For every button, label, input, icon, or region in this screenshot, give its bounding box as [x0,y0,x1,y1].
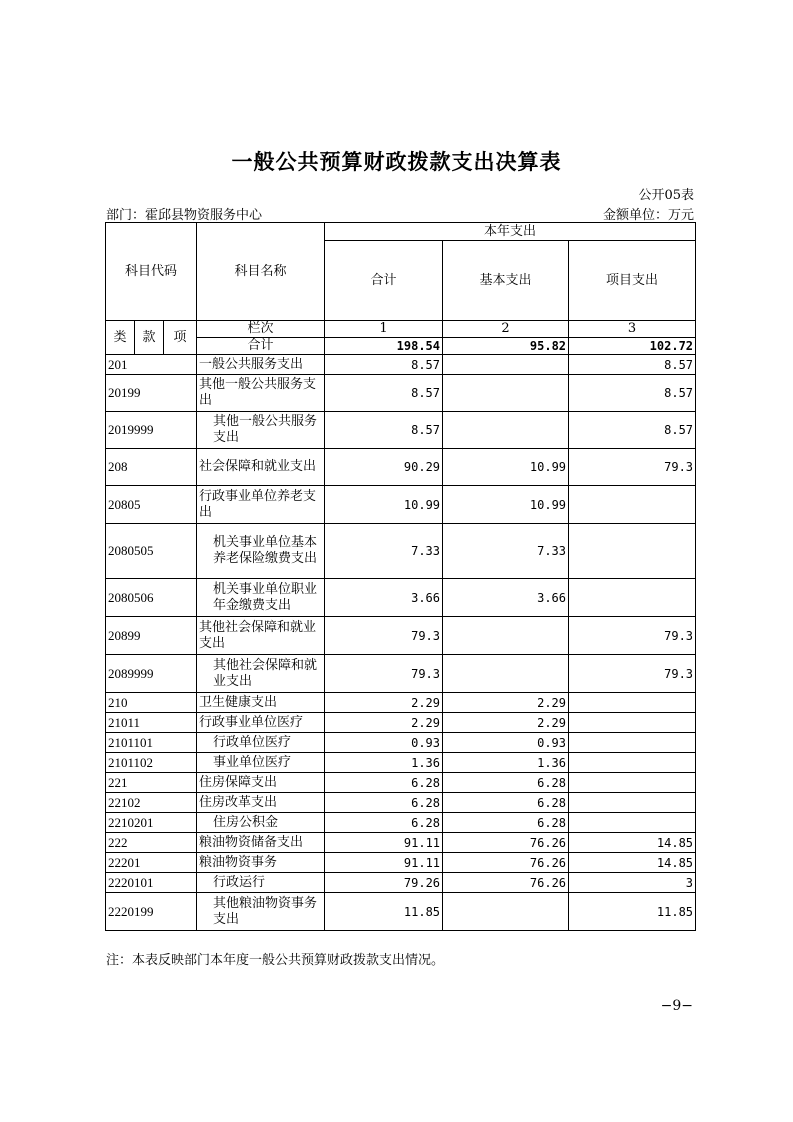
row-code: 22102 [106,793,197,813]
row-code: 2101102 [106,753,197,773]
table-row [106,655,696,693]
form-number: 公开05表 [638,188,694,203]
row-basic: 6.28 [443,793,569,813]
row-project: 79.3 [569,655,696,693]
row-basic: 3.66 [443,579,569,617]
table-row [106,713,696,733]
row-name: 其他一般公共服务支出 [197,375,325,412]
row-basic: 0.93 [443,733,569,753]
row-code: 2080505 [106,524,197,579]
row-total: 2.29 [325,713,443,733]
row-basic: 6.28 [443,813,569,833]
table-row [106,813,696,833]
row-project: 8.57 [569,355,696,375]
row-name: 粮油物资事务 [197,853,325,873]
row-total: 8.57 [325,375,443,412]
page-title: 一般公共预算财政拨款支出决算表 [231,149,562,174]
row-basic: 76.26 [443,853,569,873]
row-basic [443,375,569,412]
row-name: 其他粮油物资事务支出 [197,893,325,931]
row-name: 行政事业单位医疗 [197,713,325,733]
row-total: 79.3 [325,617,443,655]
row-project [569,579,696,617]
row-code: 21011 [106,713,197,733]
row-project: 14.85 [569,833,696,853]
row-name: 机关事业单位职业年金缴费支出 [197,579,325,617]
row-code: 210 [106,693,197,713]
row-total: 79.26 [325,873,443,893]
row-name: 住房改革支出 [197,793,325,813]
row-basic: 2.29 [443,693,569,713]
table-row [106,733,696,753]
row-total: 91.11 [325,833,443,853]
row-name: 其他社会保障和就业支出 [197,655,325,693]
header-total: 合计 [325,241,443,321]
header-category: 类 [106,321,135,355]
table-row [106,486,696,524]
table-row [106,449,696,486]
row-code: 2019999 [106,412,197,449]
row-basic: 76.26 [443,873,569,893]
row-code: 2101101 [106,733,197,753]
header-subject-code: 科目代码 [106,223,197,321]
row-code: 222 [106,833,197,853]
table-row [106,617,696,655]
row-basic: 76.26 [443,833,569,853]
row-code: 221 [106,773,197,793]
row-total: 7.33 [325,524,443,579]
department-label: 部门：霍邱县物资服务中心 [106,208,263,223]
table-row [106,693,696,713]
table-row [106,753,696,773]
row-name: 卫生健康支出 [197,693,325,713]
row-name: 行政运行 [197,873,325,893]
header-subject-name: 科目名称 [197,223,325,321]
row-name: 行政事业单位养老支出 [197,486,325,524]
row-basic: 10.99 [443,486,569,524]
row-code: 22201 [106,853,197,873]
row-project [569,693,696,713]
row-name: 行政单位医疗 [197,733,325,753]
row-total: 8.57 [325,412,443,449]
row-total: 91.11 [325,853,443,873]
row-project: 3 [569,873,696,893]
total-row-label: 合计 [197,338,325,355]
page-number: −9− [660,998,693,1014]
column-index-3: 3 [569,321,696,338]
row-project [569,713,696,733]
row-project: 79.3 [569,617,696,655]
table-note: 注：本表反映部门本年度一般公共预算财政拨款支出情况。 [106,953,445,968]
row-name: 一般公共服务支出 [197,355,325,375]
row-basic: 2.29 [443,713,569,733]
column-index-2: 2 [443,321,569,338]
header-section: 款 [135,321,164,355]
row-basic: 6.28 [443,773,569,793]
table-row [106,873,696,893]
row-total: 6.28 [325,793,443,813]
row-project [569,733,696,753]
row-basic [443,655,569,693]
row-code: 2220101 [106,873,197,893]
row-total: 1.36 [325,753,443,773]
expenditure-table [105,222,696,931]
row-basic: 1.36 [443,753,569,773]
row-total: 6.28 [325,773,443,793]
row-code: 20899 [106,617,197,655]
row-name: 住房保障支出 [197,773,325,793]
row-total: 2.29 [325,693,443,713]
row-project [569,813,696,833]
table-row [106,355,696,375]
row-basic [443,355,569,375]
row-name: 机关事业单位基本养老保险缴费支出 [197,524,325,579]
total-row-project: 102.72 [569,338,696,355]
row-total: 10.99 [325,486,443,524]
row-total: 3.66 [325,579,443,617]
row-name: 住房公积金 [197,813,325,833]
row-basic: 7.33 [443,524,569,579]
row-total: 6.28 [325,813,443,833]
header-item: 项 [164,321,197,355]
row-name: 其他社会保障和就业支出 [197,617,325,655]
table-row [106,524,696,579]
row-basic: 10.99 [443,449,569,486]
row-project: 8.57 [569,412,696,449]
table-row [106,412,696,449]
row-project: 8.57 [569,375,696,412]
header-current-year-expenditure: 本年支出 [325,223,696,241]
row-basic [443,893,569,931]
row-project [569,486,696,524]
row-total: 8.57 [325,355,443,375]
table-row [106,833,696,853]
row-total: 11.85 [325,893,443,931]
row-code: 2089999 [106,655,197,693]
row-project: 79.3 [569,449,696,486]
amount-unit-label: 金额单位：万元 [602,208,694,223]
table-row [106,579,696,617]
row-name: 社会保障和就业支出 [197,449,325,486]
row-code: 20805 [106,486,197,524]
table-row [106,375,696,412]
row-code: 201 [106,355,197,375]
row-index-label: 栏次 [197,321,325,338]
row-total: 90.29 [325,449,443,486]
row-name: 事业单位医疗 [197,753,325,773]
row-project: 11.85 [569,893,696,931]
row-project [569,753,696,773]
total-row-total: 198.54 [325,338,443,355]
row-project [569,524,696,579]
table-row [106,793,696,813]
row-code: 2210201 [106,813,197,833]
row-code: 2080506 [106,579,197,617]
row-project: 14.85 [569,853,696,873]
column-index-1: 1 [325,321,443,338]
row-project [569,773,696,793]
header-basic-expenditure: 基本支出 [443,241,569,321]
header-project-expenditure: 项目支出 [569,241,696,321]
table-row [106,853,696,873]
row-code: 208 [106,449,197,486]
row-total: 0.93 [325,733,443,753]
row-code: 20199 [106,375,197,412]
table-row [106,893,696,931]
row-basic [443,617,569,655]
row-name: 其他一般公共服务支出 [197,412,325,449]
row-total: 79.3 [325,655,443,693]
row-name: 粮油物资储备支出 [197,833,325,853]
total-row-basic: 95.82 [443,338,569,355]
table-row [106,773,696,793]
row-basic [443,412,569,449]
row-project [569,793,696,813]
row-code: 2220199 [106,893,197,931]
